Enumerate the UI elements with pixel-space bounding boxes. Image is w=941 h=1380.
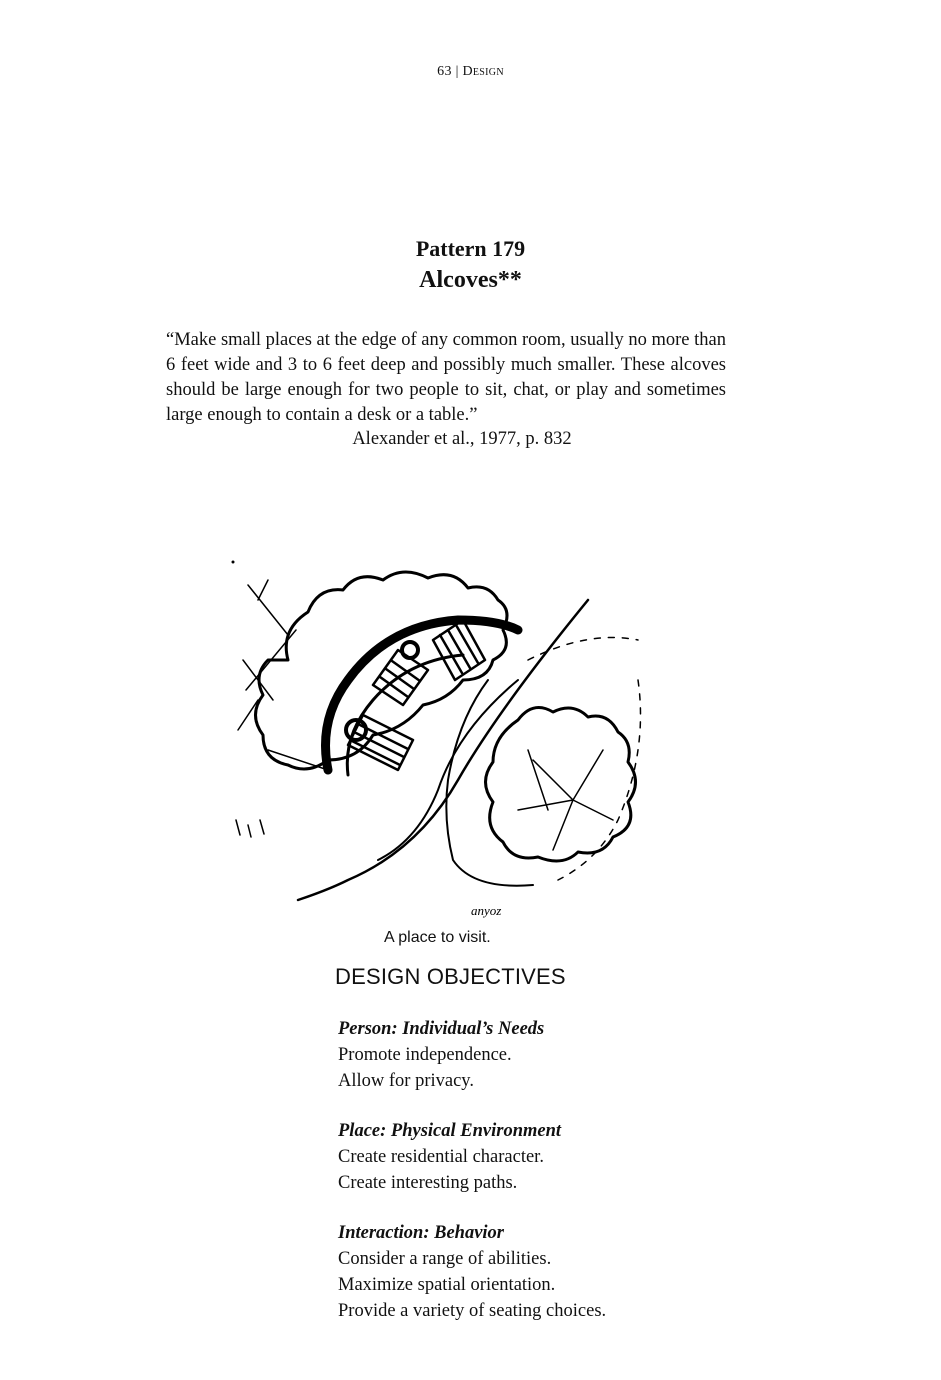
artist-signature: anyoz <box>471 903 502 918</box>
objective-item: Allow for privacy. <box>338 1071 474 1091</box>
pattern-number: Pattern 179 <box>415 236 526 261</box>
objective-group-heading: Place: Physical Environment <box>338 1121 562 1141</box>
right-foliage-outline <box>486 708 636 862</box>
header-separator: | <box>455 64 459 79</box>
section-name: Design <box>462 64 504 79</box>
figure-caption: A place to visit. <box>384 929 491 946</box>
right-tree-branches <box>518 750 613 850</box>
table-small-2 <box>402 642 418 658</box>
path-right <box>446 680 533 886</box>
stray-mark <box>232 561 235 564</box>
objective-item: Promote independence. <box>338 1045 512 1065</box>
objectives-heading: DESIGN OBJECTIVES <box>335 964 566 989</box>
dashed-arc-right <box>528 638 641 881</box>
objective-item: Provide a variety of seating choices. <box>338 1301 607 1321</box>
pattern-title: Alcoves** <box>419 267 522 293</box>
objective-item: Consider a range of abilities. <box>338 1249 552 1269</box>
objective-group-interaction <box>338 1220 758 1324</box>
bench-upper <box>433 620 485 680</box>
objective-group-person <box>338 1016 758 1094</box>
objective-item: Create interesting paths. <box>338 1173 518 1193</box>
objective-item: Create residential character. <box>338 1147 544 1167</box>
objective-group-place <box>338 1118 758 1196</box>
objective-group-heading: Interaction: Behavior <box>338 1223 504 1243</box>
quote-citation: Alexander et al., 1977, p. 832 <box>352 429 572 449</box>
quote-text: “Make small places at the edge of any common room, usually no more than 6 feet wide and 3 to 6 feet deep and possibly much smaller. These alcoves should be large enough for two people to sit, chat, or play and sometimes large enough to contain a desk or a table.” <box>166 330 726 425</box>
objective-group-heading: Person: Individual’s Needs <box>338 1019 545 1039</box>
path-arc-outer <box>298 600 588 900</box>
running-head <box>0 64 941 80</box>
objective-item: Maximize spatial orientation. <box>338 1275 556 1295</box>
alcove-sketch <box>228 520 648 920</box>
sketch-lines-left <box>236 580 328 837</box>
page-number: 63 <box>437 64 452 79</box>
